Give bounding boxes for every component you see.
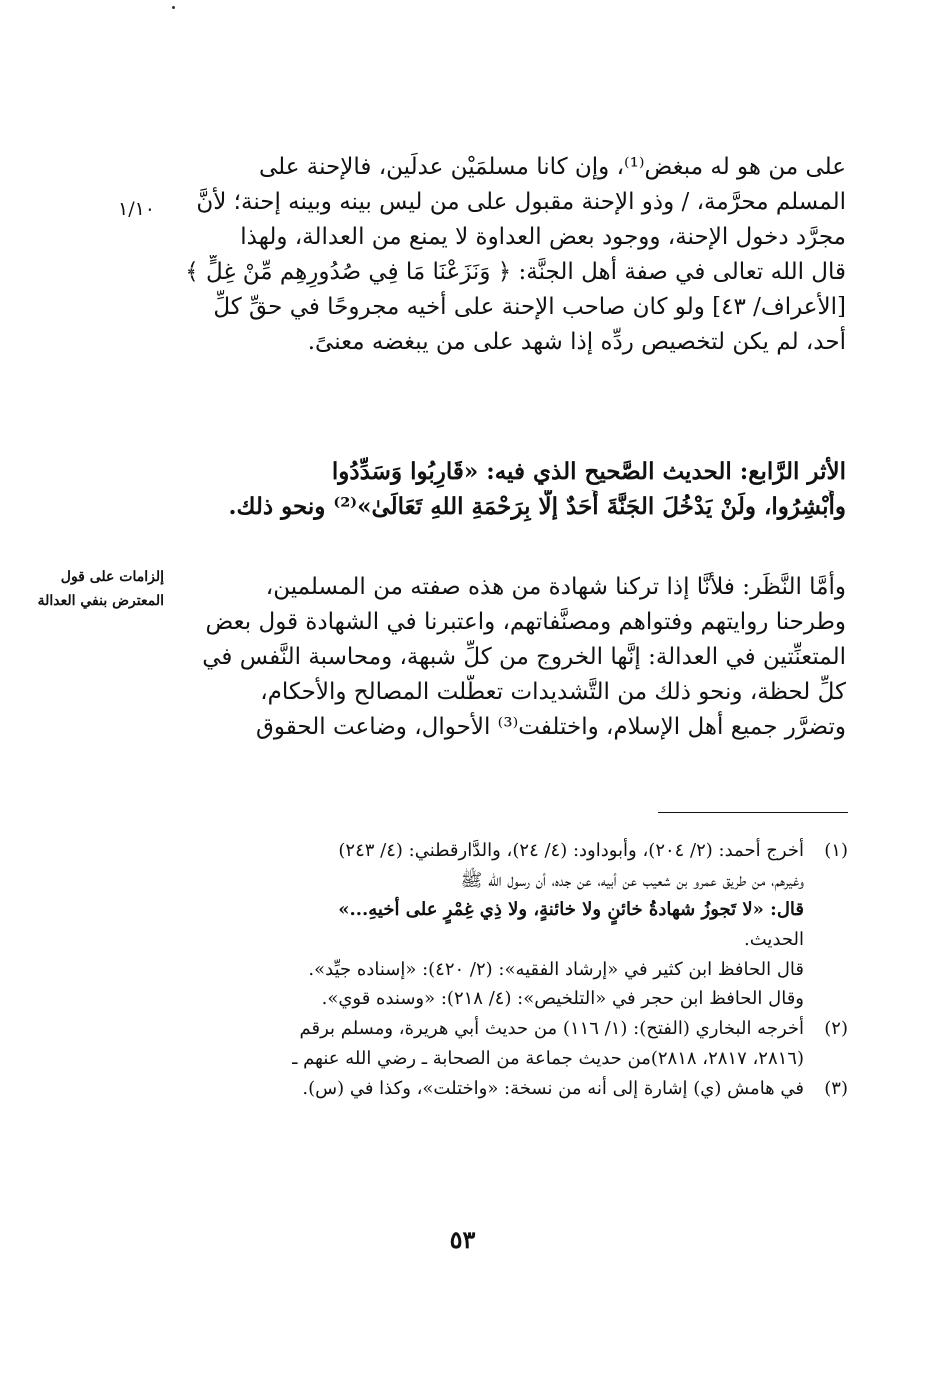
footnote-body: [178, 836, 804, 1014]
footnote-line: الحديث.: [744, 929, 804, 951]
footnote-body: [178, 1074, 804, 1104]
footnotes: [178, 836, 848, 1103]
text-line: كلِّ لحظة، ونحو ذلك من التَّشديدات تعطَّلت المصالح والأحكام،: [260, 678, 846, 705]
footnote-body: [178, 1014, 804, 1073]
footnote-line: (٢٨١٦، ٢٨١٧، ٢٨١٨)من حديث جماعة من الصحابة ـ رضي الله عنهم ـ: [292, 1047, 804, 1069]
paragraph-3: [178, 570, 846, 745]
footnote-line: وقال الحافظ ابن حجر في «التلخيص»: (٤/ ٢١٨): «وسنده قوي».: [321, 988, 804, 1010]
text-line: الأثر الرَّابع: الحديث الصَّحيح الذي فيه: «قَارِبُوا وَسَدِّدُوا: [331, 458, 846, 485]
text-line: وأَبْشِرُوا، ولَنْ يَدْخُلَ الجَنَّةَ أَحَدٌ إلَّا بِرَحْمَةِ اللهِ تَعَالَىٰ»⁽²⁾ ونحو ذلك.: [228, 492, 846, 520]
footnote-2: [178, 1014, 848, 1073]
text-line: وأمَّا النَّظَر: فلأنَّا إذا تركنا شهادة من هذه صفته من المسلمين،: [265, 574, 846, 600]
footnote-3: [178, 1074, 848, 1104]
footnote-number: (٣): [824, 1077, 848, 1099]
footnote-line: أخرجه البخاري (الفتح): (١/ ١١٦) من حديث أبي هريرة، ومسلم برقم: [299, 1018, 804, 1040]
footnote-number: (١): [824, 840, 848, 861]
text-line: أحد، لم يكن لتخصيص ردِّه إذا شهد على من يبغضه معنىً.: [307, 328, 846, 355]
text-line: مجرَّد دخول الإحنة، ووجود بعض العداوة لا يمنع من العدالة، ولهذا: [240, 223, 846, 250]
text-line: على من هو له مبغض⁽¹⁾، وإن كانا مسلمَيْن عدلَين، فالإحنة على: [258, 154, 846, 180]
text-line: قال الله تعالى في صفة أهل الجنَّة: ﴿ وَنَزَعْنَا مَا فِي صُدُورِهِم مِّنْ غِلٍّ ﴾: [185, 258, 846, 285]
footnote-separator: [658, 812, 848, 813]
footnote-line: أخرج أحمد: (٢/ ٢٠٤)، وأبوداود: (٤/ ٢٤)، والدَّارقطني: (٤/ ٢٤٣): [338, 840, 804, 861]
footnote-line: في هامش (ي) إشارة إلى أنه من نسخة: «واختلت»، وكذا في (س).: [302, 1077, 804, 1099]
footnote-1: [178, 836, 848, 1014]
text-line: [الأعراف/ ٤٣] ولو كان صاحب الإحنة على أخيه مجروحًا في حقِّ كلِّ: [213, 293, 846, 320]
footnote-line: وغيرهم، من طريق عمرو بن شعيب عن أبيه، عن جده، أن رسول الله ﷺ: [460, 869, 804, 891]
text-line: المتعنِّتين في العدالة: إنَّها الخروج من كلِّ شبهة، ومحاسبة النَّفس في: [202, 643, 846, 670]
footnote-line: قال: «لا تَجوزُ شهادةُ خائنٍ ولا خائنةٍ، ولا ذِي غِمْرٍ على أخيهِ...»: [338, 899, 804, 921]
text-line: وطرحنا روايتهم وفتواهم ومصنَّفاتهم، واعتبرنا في الشهادة قول بعض: [205, 608, 846, 635]
paragraph-2: [178, 455, 846, 525]
page-number: ٥٣: [449, 1225, 476, 1254]
text-line: المسلم محرَّمة، / وذو الإحنة مقبول على من ليس بينه وبينه إحنة؛ لأنَّ: [196, 188, 846, 215]
footnote-line: قال الحافظ ابن كثير في «إرشاد الفقيه»: (٢/ ٤٢٠): «إسناده جيِّد».: [308, 958, 804, 980]
manuscript-folio-reference: ١/١٠: [118, 198, 156, 220]
paragraph-1: [178, 150, 846, 360]
text-line: وتضرَّر جميع أهل الإسلام، واختلفت⁽³⁾ الأحوال، وضاعت الحقوق: [256, 713, 846, 740]
side-heading-note: إلزامات على قول المعترض بنفي العدالة: [37, 569, 164, 609]
scan-speck: [172, 6, 175, 9]
footnote-number: (٢): [824, 1018, 848, 1040]
